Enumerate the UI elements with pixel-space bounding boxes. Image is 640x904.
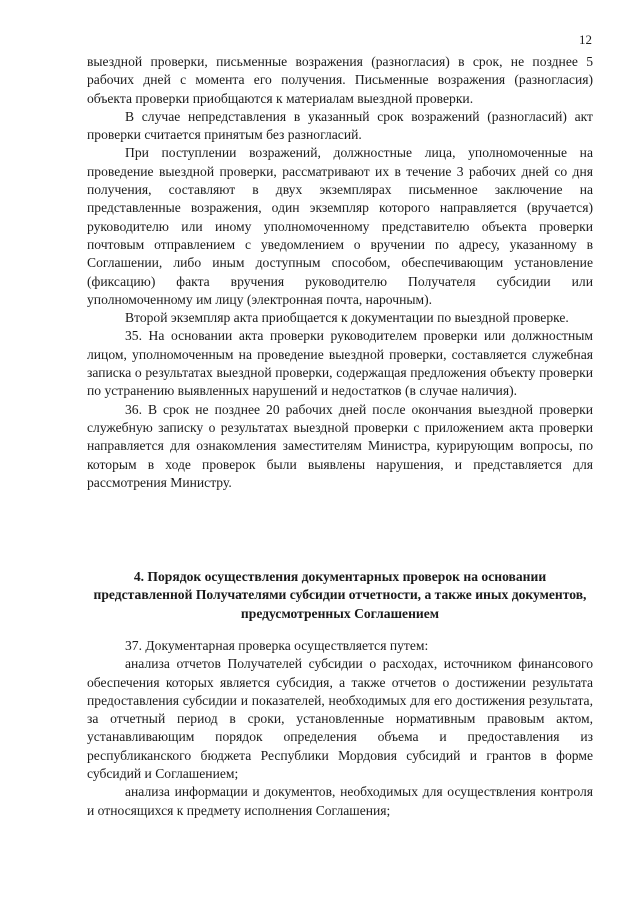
section-heading: 4. Порядок осуществления документарных проверок на основании представленной Получателями субсидии отчетности, а также иных документов, предусмотренных Соглашением [93,569,587,621]
paragraph-item-35: 35. На основании акта проверки руководителем проверки или должностным лицом, уполномоченным на проведение выездной проверки, составляется служебная записка о результатах выездной проверки, содержащая предложения объекту проверки по устранению выявленных нарушений и недостатков (в случае наличия). [87,328,593,399]
paragraph-continuation: выездной проверки, письменные возражения (разногласия) в срок, не позднее 5 рабочих дней с момента его получения. Письменные возражения (разногласия) объекта проверки приобщаются к материалам выездной проверки. [87,54,593,106]
body-text-bottom [87,637,593,820]
paragraph-reports-analysis: анализа отчетов Получателей субсидии о расходах, источником финансового обеспечения которых является субсидия, а также отчетов о достижении результата предоставления субсидии и показателей, необходимых для его достижения результата, за отчетный период в сроки, установленные нормативным правовым актом, устанавливающим порядок определения объема и предоставления из республиканского бюджета Республики Мордовия субсидий и грантов в форме субсидий и Соглашением; [87,656,593,782]
paragraph-item-37: 37. Документарная проверка осуществляется путем: [125,638,429,653]
body-text-top [87,53,593,492]
page-number: 12 [579,32,592,47]
paragraph-second-copy: Второй экземпляр акта приобщается к документации по выездной проверке. [125,310,569,326]
paragraph-objections-review: При поступлении возражений, должностные лица, уполномоченные на проведение выездной проверки, рассматривают их в течение 3 рабочих дней со дня получения, составляют в двух экземплярах письменное заключение на представленные возражения, один экземпляр которого направляется (вручается) руководителю или иному уполномоченному представителю объекта проверки почтовым отправлением с уведомлением о вручении по адресу, указанному в Соглашении, либо иным доступным способом, обеспечивающим установление (фиксацию) факта вручения руководителю Получателя субсидии или уполномоченному им лицу (электронная почта, нарочным). [87,145,593,307]
paragraph-item-36: 36. В срок не позднее 20 рабочих дней после окончания выездной проверки служебную записку о результатах выездной проверки с приложением акта проверки направляется для ознакомления заместителям Министра, курирующим вопросы, по которым в ходе проверок были выявлены нарушения, и представляется для рассмотрения Министру. [87,401,593,490]
paragraph-no-objections: В случае непредставления в указанный срок возражений (разногласий) акт проверки считается принятым без разногласий. [87,108,593,143]
paragraph-information-analysis: анализа информации и документов, необходимых для осуществления контроля и относящихся к предмету исполнения Соглашения; [87,784,593,818]
